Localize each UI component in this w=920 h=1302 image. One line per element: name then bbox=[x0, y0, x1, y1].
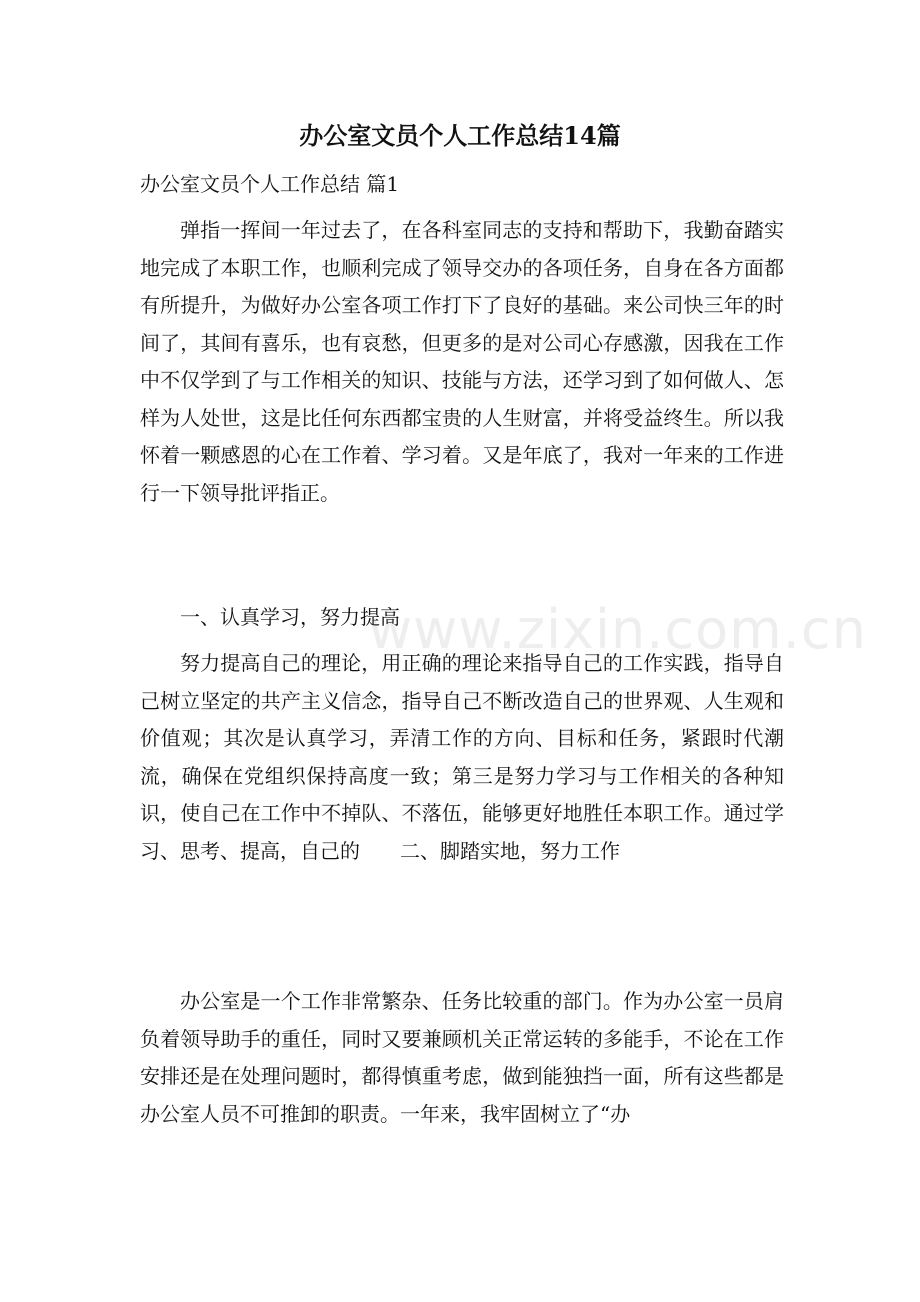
paragraph-heading-one: 一、认真学习，努力提高 bbox=[180, 605, 400, 629]
section-heading: 办公室文员个人工作总结 篇1 bbox=[140, 172, 400, 196]
watermark: www.zixin.com.cn bbox=[368, 598, 867, 661]
paragraph-office: 办公室是一个工作非常繁杂、任务比较重的部门。作为办公室一员肩负着领导助手的重任，同时又要兼顾机关正常运转的多能手，不论在工作安排还是在处理问题时，都得慎重考虑，做到能独挡一面，所有这些都是办公室人员不可推卸的职责。一年来，我牢固树立了“办 bbox=[140, 989, 784, 1126]
paragraph-intro: 弹指一挥间一年过去了，在各科室同志的支持和帮助下，我勤奋踏实地完成了本职工作，也顺利完成了领导交办的各项任务，自身在各方面都有所提升，为做好办公室各项工作打下了良好的基础。来公司快三年的时间了，其间有喜乐，也有哀愁，但更多的是对公司心存感激，因我在工作中不仅学到了与工作相关的知识、技能与方法，还学习到了如何做人、怎样为人处世，这是比任何东西都宝贵的人生财富，并将受益终生。所以我怀着一颗感恩的心在工作着、学习着。又是年底了，我对一年来的工作进行一下领导批评指正。 bbox=[140, 218, 784, 505]
document-title: 办公室文员个人工作总结14篇 bbox=[299, 121, 621, 150]
paragraph-study: 努力提高自己的理论，用正确的理论来指导自己的工作实践，指导自己树立坚定的共产主义信念，指导自己不断改造自己的世界观、人生观和价值观；其次是认真学习，弄清工作的方向、目标和任务，紧跟时代潮流，确保在党组织保持高度一致；第三是努力学习与工作相关的各种知识，使自己在工作中不掉队、不落伍，能够更好地胜任本职工作。通过学习、思考、提高，自己的 二、脚踏实地，努力工作 bbox=[140, 651, 784, 863]
